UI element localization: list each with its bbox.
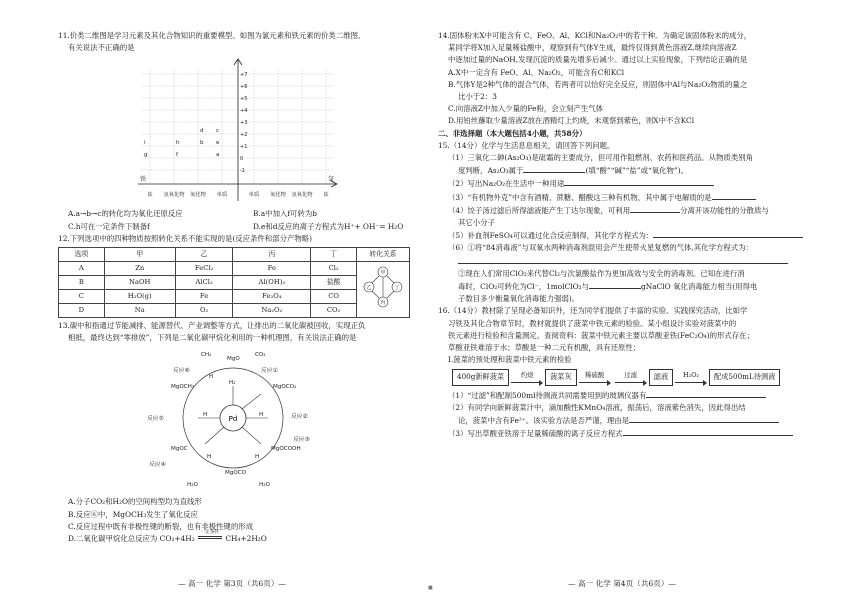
chart-point-label: e <box>216 140 220 147</box>
x-tick-label: 氧化物 <box>190 192 206 199</box>
fold-mark: ■ <box>428 585 433 591</box>
answer-blank[interactable] <box>589 280 641 289</box>
q13-equation-lhs: CO₂+4H₂ <box>159 534 195 544</box>
q11-stem: 11.价类二维图是学习元素及其化合物知识的重要模型。如图为氯元素和铁元素的价类二维图, <box>58 31 361 40</box>
table-cell: FeCl₂ <box>175 262 233 276</box>
y-tick-label: +6 <box>240 84 248 91</box>
table-cell: Al(OH)₃ <box>233 276 311 290</box>
conversion-diagram-cell <box>357 262 410 318</box>
q14-line2: 某同学将X加入足量稀盐酸中，观察到有气体Y生成，最终仅得到黄色溶液Z,继续向溶液Z <box>448 43 737 53</box>
q16-part1 <box>438 389 818 402</box>
spinach-flowchart <box>452 369 818 385</box>
chart-points <box>144 128 220 158</box>
table-cell: C <box>59 290 105 304</box>
table-cell: A <box>59 262 105 276</box>
q11-option-a: A.a→b→c的转化均为氧化还原反应 <box>68 209 183 219</box>
table-header-cell: 乙 <box>175 248 233 262</box>
x-tick-label: 氧化物 <box>270 192 286 199</box>
rxn-2: 反应② <box>291 414 308 421</box>
x-tick-label: 单质 <box>248 192 260 199</box>
q16-line1: 16.（14分）教材除了呈现必备知识外，还为同学们提供了丰富的实验、实践探究活动，比如学 <box>438 306 748 316</box>
table-cell: H₂O(g) <box>104 290 175 304</box>
flow-box-filtrate: 滤液 <box>649 369 673 385</box>
q11-options-row2 <box>58 221 428 233</box>
sp-mgocooh: MgOCOOH <box>271 446 301 453</box>
q16-line4: 草酸亚铁难溶于水；草酸是一种二元有机酸，具有还原性； <box>448 343 641 353</box>
q14-option-b-cont: 比小于2：3 <box>458 92 497 102</box>
q14-option-b: B.气体Y是2种气体的混合气体，若两者可以恰好完全反应，则固体中Al与Na₂O₂物质的量之 <box>448 79 748 89</box>
rxn-3: 反应③ <box>293 437 310 444</box>
chart-axes <box>138 59 337 201</box>
answer-blank[interactable] <box>630 204 680 213</box>
chart-grid <box>142 70 333 184</box>
flow-arrow <box>509 371 545 385</box>
sp-h-1: H <box>209 374 214 381</box>
q15-part1-text: 度判断，As₂O₃属于 <box>458 166 524 176</box>
table-row <box>59 262 410 276</box>
q14-option-d: D.用铂丝蘸取少量溶液Z放在酒精灯上灼烧，未观察到紫色，则X中不含KCl <box>448 116 695 126</box>
y-tick-label: -1 <box>240 168 245 175</box>
right-column <box>438 30 818 441</box>
q14-option-c: C.向溶液Z中加入少量的Fe粉，会立刻产生气体 <box>448 104 604 114</box>
table-header-cell: 丁 <box>311 248 357 262</box>
sp-mgoch3: MgOCH₃ <box>171 384 195 391</box>
y-tick-label: +3 <box>240 120 248 127</box>
answer-blank[interactable] <box>523 164 585 173</box>
sp-mgoc: MgOC <box>171 446 188 453</box>
q15-part4-tail: 分离开该功能性的分散质与 <box>680 205 769 215</box>
table-cell: B <box>59 276 105 290</box>
rxn-1: 反应① <box>261 368 278 375</box>
valence-class-chart <box>128 56 343 206</box>
answer-blank[interactable] <box>458 255 788 264</box>
q13-option-d <box>58 530 428 545</box>
x-tick-label: 盐 <box>323 192 329 199</box>
sp-mgo: MgO <box>227 356 240 363</box>
table-cell: O₂ <box>175 304 233 318</box>
chart-point-label: a <box>216 152 220 159</box>
y-tick-label: +5 <box>240 96 248 103</box>
flow-box-solution: 配成500mL待测液 <box>709 369 780 385</box>
q14-line1: 14.固体粉末X中可能含有 C、FeO、Al、KCl和Na₂O₂中的若干种。为确定该固体粉末的成分， <box>438 31 752 40</box>
rxn-6: 反应⑥ <box>173 368 190 375</box>
q15-part7-text: 毒时，ClO₂可转化为Cl⁻，1molClO₂与 <box>458 282 590 292</box>
q16-part2-text: 论，菠菜中含有Fe²⁺。该实验方法是否严谨，理由是 <box>458 416 630 426</box>
table-cell: CO₂ <box>311 304 357 318</box>
chart-point-label: i <box>144 140 146 147</box>
sp-ch4: CH₄ <box>201 352 212 359</box>
flow-arrow-label: H₂O₂ <box>682 370 700 379</box>
page-footer-right: — 高一 化学 第4页（共6页）— <box>568 579 677 588</box>
flow-box-spinach: 400g新鲜菠菜 <box>452 369 509 385</box>
q13-option-a: A.分子CO₂和H₂O的空间构型均为直线形 <box>68 497 202 507</box>
cl-axis-label: 氯 <box>328 176 335 184</box>
q15-part3 <box>438 191 818 204</box>
flow-arrow <box>673 371 709 385</box>
q15-part1-tail: (填“酸”“碱”“盐”或“氧化物”)。 <box>585 166 688 176</box>
q15-part5-text: （5）补血剂FeSO₄可以通过化合反应制得，其化学方程式为： <box>448 231 654 241</box>
sp-h-3: H <box>259 412 264 419</box>
sp-h-2: H <box>203 412 208 419</box>
q15-part7-cont <box>438 280 818 293</box>
q16-part3 <box>438 427 818 440</box>
rxn-4: 反应④ <box>149 462 166 469</box>
q15-part7-tail: gNaClO 氧化消毒能力相当(用得电 <box>641 282 758 292</box>
y-tick-label: +2 <box>240 132 248 139</box>
q11-option-b: B.a中加入f可转为b <box>253 209 317 219</box>
sp-h2: H₂ <box>229 380 236 387</box>
table-header-cell: 转化关系 <box>357 248 410 262</box>
q13-stem-2: 相抵，最终达到“零排放”，下列是二氧化碳甲烷化利用的一种机理图，有关说法正确的是 <box>68 333 357 343</box>
q16-line3: 铁元素进行检验和含量测定。查阅资料：菠菜中铁元素主要以草酸亚铁(FeC₂O₄)的形式存在； <box>448 330 754 340</box>
table-header-cell: 选项 <box>59 248 105 262</box>
table-cell: CO <box>311 290 357 304</box>
flow-arrow-label: 过滤 <box>624 370 638 379</box>
y-tick-label: +7 <box>240 72 248 79</box>
y-tick-labels <box>240 72 247 174</box>
q11-option-c: C.h可在一定条件下制备f <box>68 221 150 231</box>
q15-part1-cont <box>438 164 818 177</box>
x-tick-label: 盐 <box>147 192 153 199</box>
table-cell: Na <box>104 304 175 318</box>
equation-condition: 一定条件 <box>200 530 220 536</box>
node-bing: 丙 <box>380 300 386 307</box>
fe-axis-label: 铁 <box>140 176 147 184</box>
chart-point-label: d <box>200 128 204 135</box>
answer-blank[interactable] <box>646 389 766 398</box>
node-ding: 丁 <box>394 285 400 292</box>
q15-part2-text: （2）写出Na₂O₂在生活中一种用途 <box>448 179 565 189</box>
q13-stem: 13.碳中和指通过节能减排、能源替代、产业调整等方式，让排出的二氧化碳被回收，实现正负 <box>58 321 366 331</box>
q15-part7: ②现在人们常用ClO₂来代替Cl₂与次氯酸盐作为更加高效与安全的消毒剂。已知在进行消 <box>458 268 745 278</box>
q13-option-c: C.反应过程中既有非极性键的断裂，也有非极性键的形成 <box>68 521 254 531</box>
q12-table <box>58 247 410 318</box>
q14-line3: 中逐加过量的NaOH,发现沉淀的质量先增多后减少。通过以上实验现象，下列结论正确的是 <box>448 55 748 65</box>
answer-blank[interactable] <box>623 427 793 436</box>
table-cell: AlCl₃ <box>175 276 233 290</box>
y-tick-label: +1 <box>240 144 248 151</box>
flow-arrow <box>577 371 613 385</box>
flow-arrow-label: 灼烧 <box>520 370 534 379</box>
q16-part2-cont <box>438 414 818 427</box>
x-tick-label: 单质 <box>216 192 228 199</box>
section-heading: 二、非选择题（本大题包括4小题，共58分） <box>438 128 587 138</box>
table-cell: NaOH <box>104 276 175 290</box>
table-cell: Na₂O₂ <box>233 304 311 318</box>
q15-part5 <box>438 229 818 242</box>
q15-part7-end: 子数目多少衡量氧化消毒能力强弱)。 <box>458 294 580 304</box>
chart-point-label: f <box>176 152 178 159</box>
q15-part2 <box>438 177 818 190</box>
chart-point-label: h <box>176 140 180 147</box>
q15-part4-text: （4）饺子汤过滤后所得滤液能产生丁达尔现象，可利用 <box>448 205 631 215</box>
q16-part2: （2）有同学向新鲜菠菜汁中，滴加酸性KMnO₄溶液，振荡后，溶液紫色消失，因此得出结 <box>448 402 746 412</box>
chart-point-label: c <box>216 128 220 135</box>
q13-equation-rhs: CH₄+2H₂O <box>225 534 267 544</box>
y-tick-label: +4 <box>240 108 248 115</box>
sp-mgoco2: MgOCO₂ <box>273 384 297 391</box>
table-cell: 盐酸 <box>311 276 357 290</box>
q15-part6: （6）①将“84消毒液”与双氧水两种消毒剂混用会产生使带火星复燃的气体,其化学方程式为： <box>448 243 753 253</box>
table-cell: Fe <box>233 262 311 276</box>
table-header-row <box>59 248 410 262</box>
q16-subheading: I.菠菜的预处理和菠菜中铁元素的检验 <box>448 355 572 365</box>
q14-option-a: A.X中一定含有 FeO、Al、Na₂O₂，可能含有C和KCl <box>448 67 625 77</box>
q15-part4-cont: 其它小分子 <box>458 218 495 228</box>
q15-stem: 15.（14分）化学与生活息息相关，请回答下列问题。 <box>438 140 615 150</box>
answer-blank[interactable] <box>712 191 756 200</box>
sp-co2: CO₂ <box>255 352 266 359</box>
answer-blank[interactable] <box>564 177 714 186</box>
q11-option-d: D.e和d反应的离子方程式为H⁺+ OH⁻= H₂O <box>253 221 404 231</box>
sp-h2o-1: H₂O <box>187 482 198 489</box>
sp-h2o-2: H₂O <box>259 482 270 489</box>
q11-options-row1 <box>58 208 428 220</box>
x-tick-label: 氢氧化物 <box>163 192 185 199</box>
q15-part6-answer <box>438 255 818 268</box>
page-footer-left: — 高一 化学 第3页（共6页）— <box>178 579 287 588</box>
q15-part1: （1）三氧化二砷(As₂O₃)是砒霜的主要成分，但可用作阻燃剂、农药和医药品。从物质类别角 <box>448 153 754 163</box>
answer-blank[interactable] <box>629 414 779 423</box>
q12-stem: 12.下列选项中的四种物质按照转化关系不能实现的是(反应条件和部分产物略) <box>58 233 313 243</box>
conversion-cycle-diagram <box>360 263 406 311</box>
q16-line2: 习铁及其化合物章节时，教材就提供了菠菜中铁元素的检验。某小组设计实验对菠菜中的 <box>448 318 737 328</box>
q11-stem-2: 有关说法不正确的是 <box>68 43 135 53</box>
equation-arrow <box>197 530 223 541</box>
flow-box-ash: 菠菜灰 <box>545 369 577 385</box>
table-cell: Fe <box>175 290 233 304</box>
table-cell: D <box>59 304 105 318</box>
chart-point-label: b <box>200 140 204 147</box>
q13-option-b: B.反应⑥中，MgOCH₃发生了氧化反应 <box>68 509 198 519</box>
q13-option-d-prefix: D.二氧化碳甲烷化总反应为 <box>68 534 158 544</box>
sp-h-5: H <box>255 454 260 461</box>
table-cell: Zn <box>104 262 175 276</box>
y-tick-label: 0 <box>240 156 244 163</box>
left-column <box>58 30 428 545</box>
flow-arrow <box>613 371 649 385</box>
q15-part4 <box>438 204 818 217</box>
rxn-5: 反应⑤ <box>147 416 164 423</box>
table-header-cell: 甲 <box>104 248 175 262</box>
x-tick-label: 氢氧化物 <box>291 192 313 199</box>
table-header-cell: 丙 <box>233 248 311 262</box>
pd-mechanism-diagram <box>143 346 323 494</box>
flow-arrow-label: 稀硫酸 <box>584 370 605 379</box>
node-yi: 乙 <box>366 285 372 292</box>
sp-mgoco: MgOCO <box>225 470 247 477</box>
q15-part3-text: （3）“有机物外克”中含有酒精、蔗糖、醋酸这三种有机物，其中属于电解质的是 <box>448 192 712 202</box>
sp-h-4: H <box>207 454 212 461</box>
table-cell: Cl₂ <box>311 262 357 276</box>
answer-blank[interactable] <box>653 229 803 238</box>
q16-part1-text: （1）“过滤”和配制500ml待测液共同需要用到的玻璃仪器有 <box>448 390 647 400</box>
pd-center: Pd <box>228 415 238 424</box>
q16-part3-text: （3）写出草酸亚铁溶于足量稀硫酸的离子反应方程式 <box>448 429 623 439</box>
table-cell: Fe₃O₄ <box>233 290 311 304</box>
chart-point-label: g <box>144 152 148 159</box>
node-jia: 甲 <box>380 270 386 277</box>
